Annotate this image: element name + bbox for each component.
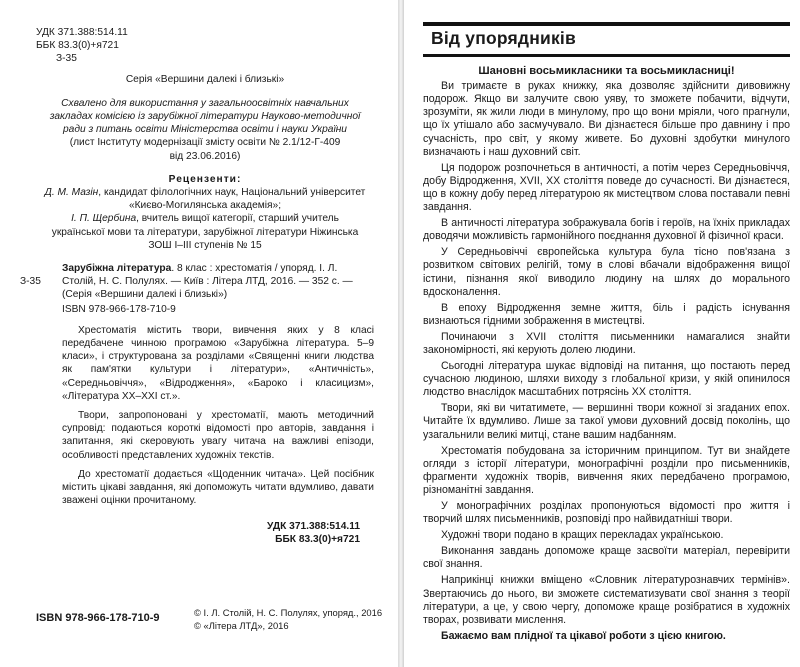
copyright-publisher: © «Літера ЛТД», 2016 — [194, 620, 289, 631]
reviewer-2-name: І. П. Щербина — [71, 213, 137, 225]
reviewer-1-name: Д. М. Мазін — [44, 187, 99, 199]
udk-code-bold: УДК 371.388:514.11 — [267, 520, 360, 532]
bib-code: З-35 — [20, 276, 41, 288]
bbk-code-bold: ББК 83.3(0)+я721 — [275, 533, 360, 545]
copyright-compilers: © І. Л. Столій, Н. С. Полулях, упоряд., 2016 — [194, 607, 383, 618]
preface-paragraph: Сьогодні література шукає відповіді на питання, що постають перед сучасною людиною, шляхи виходу з глобальної кризи, у якій опинилося людство внаслідок масштабних потрясінь XX століття. — [423, 360, 790, 399]
preface-heading: Від упорядників — [423, 22, 790, 57]
preface-paragraph: Виконання завдань допоможе краще засвоїти матеріал, перевірити свої знання. — [423, 545, 790, 571]
annotation — [36, 324, 374, 508]
preface-paragraph: Ви тримаєте в руках книжку, яка дозволяє здійснити дивовижну подорож. Якщо ви залучите свою уяву, то зможете побачити, відчути, зрозуміти, як жили люди в минулому, про що вони мріяли, чого прагнули, що їх утішало або засмучувало. Ви дізнаєтеся більше про давнину і про сучасність, про світ, у якому живете. Бо духовні здобутки минулого визначають і наш духовний світ. — [423, 80, 790, 158]
preface-paragraph: Хрестоматія побудована за історичним принципом. Тут ви знайдете огляди з історії літератури, монографічні розділи про письменників, фрагменти художніх творів, вивчення яких передбачено програмою, різноманітні завдання. — [423, 444, 790, 496]
reviewer-1 — [36, 186, 374, 212]
greeting: Шановні восьмикласники та восьмикласниці! — [478, 65, 735, 78]
preface-closing: Бажаємо вам плідної та цікавої роботи з цією книгою. — [441, 629, 726, 642]
approval-note: Схвалено для використання у загальноосвітніх навчальних закладах комісією із зарубіжної літератури Науково-методичної ради з питань освіти Міністерства освіти і науки України — [49, 97, 361, 136]
isbn-bold: ISBN 978-966-178-710-9 — [36, 612, 160, 624]
reviewers-title: Рецензенти: — [168, 173, 242, 185]
reviewer-1-info: , кандидат філологічних наук, Національний університет «Києво-Могилянська академія»; — [98, 187, 366, 212]
author-mark: З-35 — [56, 53, 77, 65]
bibliographic-record — [20, 262, 374, 302]
copyright-block — [194, 606, 382, 632]
isbn-line: ISBN 978-966-178-710-9 — [62, 303, 176, 315]
preface-paragraph: Наприкінці книжки вміщено «Словник літературознавчих термінів». Звертаючись до нього, ви зможете систематизувати свої знання з теорії літератури, а це, у свою чергу, допоможе краще розібратися в художніх творах, розвивати мислення. — [423, 574, 790, 626]
preface-paragraph: В епоху Відродження земне життя, біль і радість існування визнаються гідними зображення в мистецтві. — [423, 301, 790, 327]
classification-codes — [36, 26, 374, 66]
preface-paragraph: В античності література зображувала богів і героїв, на їхніх прикладах доводячи можливість гармонійного поєднання духовної й фізичної краси. — [423, 217, 790, 243]
bib-title: Зарубіжна література — [62, 263, 172, 275]
preface-paragraph: У Середньовіччі європейська культура була тісно пов'язана з розвитком світових релігій, тому в слові вбачали відображення вищої істини, пізнання якої виводило людину на шлях до морального вдосконалення. — [423, 246, 790, 298]
preface-paragraph: Твори, які ви читатимете, — вершинні твори кожної зі згаданих епох. Читайте їх вдумливо. Лише за такої умови духовний досвід поколінь, що узагальнили великі митці, стане вашим надбанням. — [423, 402, 790, 441]
reviewer-2-info: , вчитель вищої категорії, старший учитель української мови та літератури, зарубіжної літератури Ніжинська ЗОШ І–ІІІ ступенів № 15 — [51, 213, 359, 251]
reviewer-2 — [36, 212, 374, 252]
preface-body — [423, 80, 790, 643]
bbk-code: ББК 83.3(0)+я721 — [36, 40, 119, 52]
preface-paragraph: У монографічних розділах пропонуються відомості про життя і творчий шлях письменників, розповіді про найвидатніші твори. — [423, 500, 790, 526]
bib-details: . 8 клас : хрестоматія / упоряд. І. Л. Столій, Н. С. Полулях. — Київ : Літера ЛТД, 2016. — 352 с. — (Серія «Вершини далекі і близькі») — [62, 263, 353, 301]
annotation-paragraph: Твори, запропоновані у хрестоматії, мають методичний супровід: подаються короткі відомості про авторів, завдання і запитання, які скеровують увагу читача на важливі епізоди, особливості представлених художніх текстів. — [62, 410, 374, 461]
annotation-paragraph: До хрестоматії додається «Щоденник читача». Цей посібник містить цікаві завдання, які допоможуть читати вдумливо, давати зважені оцінки прочитаному. — [62, 468, 374, 507]
classification-codes-bold — [36, 520, 374, 546]
series-title: Серія «Вершини далекі і близькі» — [125, 73, 285, 85]
preface-paragraph: Художні твори подано в кращих перекладах українською. — [441, 529, 724, 542]
approval-letter: (лист Інституту модернізації змісту освіти № 2.1/12-Г-409 від 23.06.2016) — [69, 137, 341, 162]
preface-paragraph: Починаючи з XVII століття письменники намагалися знайти закономірності, які керують долею людини. — [423, 330, 790, 356]
annotation-paragraph: Хрестоматія містить твори, вивчення яких у 8 класі передбачене чинною програмою «Зарубіжна література. 5–9 класи», і структурована за розділами «Священні книги людства як пам'ятки культури і літератури», «Античність», «Середньовіччя», «Відродження», «Бароко і класицизм», «Література XX–XXI ст.». — [62, 324, 374, 402]
preface-paragraph: Ця подорож розпочнеться в античності, а потім через Середньовіччя, добу Відродження, XVII, XX століття поведе до сучасності. Ви дізнаєтеся, що в кожну добу перед літературою як мистецтвом слова поставали певні завдання. — [423, 161, 790, 214]
udk-code: УДК 371.388:514.11 — [36, 27, 128, 38]
preface-page — [403, 0, 800, 667]
